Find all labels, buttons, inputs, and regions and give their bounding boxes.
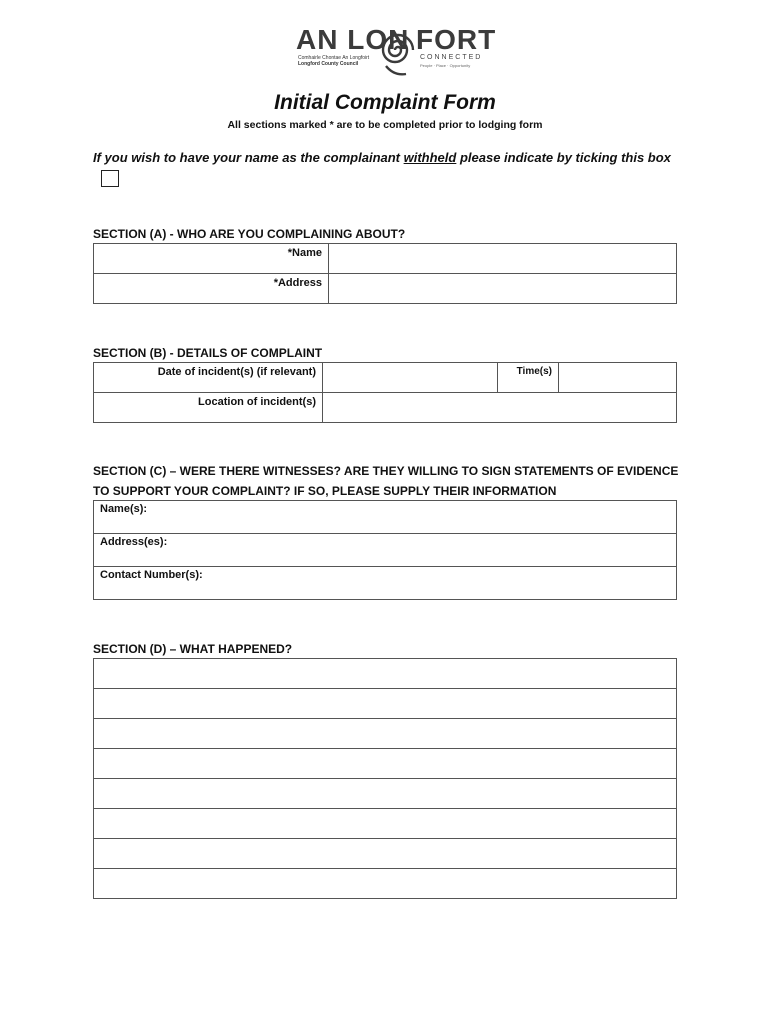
time-field[interactable] — [559, 363, 677, 393]
logo-tagline: People · Place · Opportunity — [420, 63, 471, 68]
spiral-logo-icon — [376, 20, 420, 82]
logo-word-right: FORT — [416, 24, 497, 55]
name-field[interactable] — [329, 244, 677, 274]
location-label: Location of incident(s) — [94, 393, 323, 423]
council-logo — [296, 18, 497, 88]
section-c-heading: SECTION (C) – WERE THERE WITNESSES? ARE THEY WILLING TO SIGN STATEMENTS OF EVIDENCE TO SUPPORT YOUR COMPLAINT? IF SO, PLEASE SUPPLY THEIR INFORMATION — [93, 464, 679, 498]
witness-names-label: Name(s): — [100, 503, 148, 515]
witness-contact-field[interactable] — [94, 567, 677, 600]
address-field[interactable] — [329, 274, 677, 304]
section-d-table — [93, 658, 677, 899]
location-field[interactable] — [323, 393, 677, 423]
witness-addresses-label: Address(es): — [100, 536, 168, 548]
what-happened-line[interactable] — [94, 869, 677, 899]
what-happened-line[interactable] — [94, 719, 677, 749]
address-label: *Address — [94, 274, 329, 304]
section-b-table — [93, 362, 677, 423]
what-happened-line[interactable] — [94, 809, 677, 839]
logo-connected: CONNECTED — [420, 54, 483, 61]
witness-names-field[interactable] — [94, 501, 677, 534]
what-happened-line[interactable] — [94, 689, 677, 719]
logo-council-irish: Comhairle Chontae An Longfoirt — [298, 55, 370, 61]
logo-council-english: Longford County Council — [298, 61, 359, 67]
date-field[interactable] — [323, 363, 498, 393]
withhold-name-checkbox[interactable] — [101, 170, 119, 187]
what-happened-line[interactable] — [94, 779, 677, 809]
form-subtitle: All sections marked * are to be completed prior to lodging form — [227, 119, 543, 131]
what-happened-line[interactable] — [94, 659, 677, 689]
section-d-heading: SECTION (D) – WHAT HAPPENED? — [93, 642, 293, 656]
date-label: Date of incident(s) (if relevant) — [94, 363, 323, 393]
time-label: Time(s) — [498, 363, 559, 393]
form-title: Initial Complaint Form — [274, 91, 496, 114]
what-happened-line[interactable] — [94, 749, 677, 779]
section-b-heading: SECTION (B) - DETAILS OF COMPLAINT — [93, 346, 323, 360]
witness-addresses-field[interactable] — [94, 534, 677, 567]
section-a-table — [93, 243, 677, 304]
withhold-text-pre: If you wish to have your name as the complainant — [93, 150, 404, 165]
section-a-heading: SECTION (A) - WHO ARE YOU COMPLAINING ABOUT? — [93, 227, 406, 241]
logo-word-left: AN LON — [296, 24, 410, 55]
withhold-name-instruction — [93, 148, 683, 188]
name-label: *Name — [94, 244, 329, 274]
withhold-text-post: please indicate by ticking this box — [456, 150, 671, 165]
what-happened-line[interactable] — [94, 839, 677, 869]
witness-contact-label: Contact Number(s): — [100, 569, 203, 581]
section-c-table — [93, 500, 677, 600]
withhold-text-underlined: withheld — [403, 150, 457, 165]
